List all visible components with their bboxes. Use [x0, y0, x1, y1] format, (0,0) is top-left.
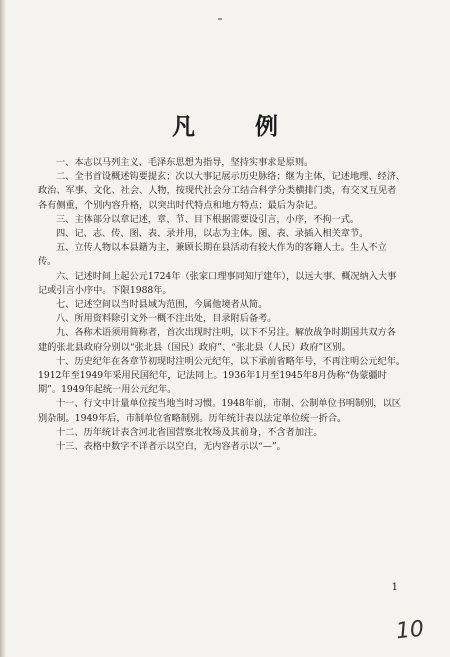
- body-line: 八、所用资料除引文外一概不注出处，目录附后备考。: [56, 313, 277, 325]
- body-line: 十一、行文中计量单位按当地当时习惯。1948年前，市制、公制单位书明制别，以区: [56, 398, 401, 410]
- body-line: 十二、历年统计表含河北省国营察北牧场及其前身，不含者加注。: [56, 426, 323, 438]
- body-line: 各有侧重，个别内容升格，以突出时代特点和地方特点；最后为杂记。: [38, 199, 323, 211]
- body-line: 政治、军事、文化、社会、人物，按现代社会分工结合科学分类横排门类，有交叉互见者: [38, 185, 397, 197]
- body-line: 建的张北县政府分别以“张北县（国民）政府”、“张北县（人民）政府”区别。: [38, 341, 351, 353]
- body-line: 记或引言小序中。下限1988年。: [38, 284, 172, 296]
- body-line: 四、记、志、传、图、表、录并用，以志为主体。图、表、录插入相关章节。: [56, 228, 369, 240]
- body-line: 三、主体部分以章记述，章、节、目下根据需要设引言，小序，不拘一式。: [56, 213, 360, 225]
- body-line: 别杂制。1949年后，市制单位省略制别。历年统计表以法定单位统一折合。: [38, 412, 347, 424]
- scan-mark: [218, 18, 222, 20]
- handwritten-mark: 10: [394, 616, 426, 645]
- body-text: [38, 156, 420, 454]
- body-line: 二、全书首设概述钩要提玄；次以大事记展示历史脉络；继为主体，记述地理、经济、: [56, 171, 406, 183]
- body-line: 十、历史纪年在各章节初现时注明公元纪年，以下承前省略年号，不再注明公元纪年。: [56, 355, 406, 367]
- body-line: 期”。1949年起统一用公元纪年。: [38, 384, 177, 396]
- body-line: 七、记述空间以当时县域为范围，今属他境者从简。: [56, 299, 268, 311]
- scan-edge-shadow: [0, 0, 6, 657]
- body-line: 十三、表格中数字不详者示以空白，无内容者示以“—”。: [56, 441, 286, 453]
- body-line: 一、本志以马列主义、毛泽东思想为指导，坚持实事求是原则。: [56, 157, 314, 168]
- body-line: 1912年至1949年采用民国纪年，记法同上。1936年1月至1945年8月伪称“伪蒙疆时: [38, 370, 387, 382]
- body-line: 九、各称术语须用简称者，首次出现时注明，以下不另注。解放战争时期国共双方各: [56, 327, 396, 339]
- body-line: 五、立传人物以本县籍为主，兼顾长期在县活动有较大作为的客籍人士。生人不立: [56, 242, 387, 254]
- page-title: 凡 例: [171, 113, 304, 140]
- body-line: 六、记述时间上起公元1724年（张家口理事同知厅建年），以远大事、概况纳入大事: [56, 270, 397, 282]
- body-line: 传。: [38, 256, 57, 268]
- page-number: 1: [391, 582, 398, 593]
